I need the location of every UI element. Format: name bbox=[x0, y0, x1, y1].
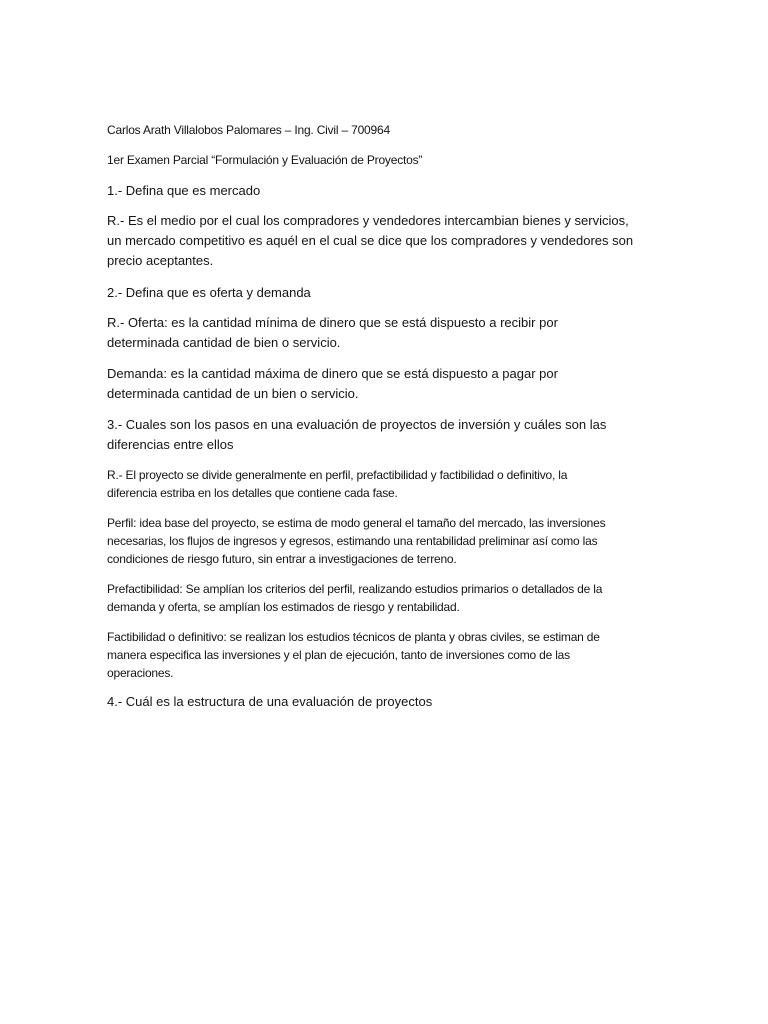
prefactibilidad-line: demanda y oferta, se amplían los estimados de riesgo y rentabilidad. bbox=[107, 600, 460, 614]
answer-2-demanda bbox=[107, 364, 652, 404]
prefactibilidad-paragraph bbox=[107, 580, 652, 616]
answer-1 bbox=[107, 211, 652, 271]
answer-2-oferta bbox=[107, 313, 652, 353]
perfil-paragraph bbox=[107, 514, 652, 568]
document-body bbox=[107, 121, 652, 712]
answer-2-demanda-line: determinada cantidad de un bien o servicio. bbox=[107, 386, 359, 401]
answer-1-line: precio aceptantes. bbox=[107, 253, 214, 268]
perfil-line: Perfil: idea base del proyecto, se estima de modo general el tamaño del mercado, las inversiones bbox=[107, 516, 606, 530]
answer-3 bbox=[107, 466, 652, 502]
perfil-line: necesarias, los flujos de ingresos y egresos, estimando una rentabilidad preliminar así como las bbox=[107, 534, 598, 548]
answer-3-line: diferencia estriba en los detalles que contiene cada fase. bbox=[107, 486, 398, 500]
answer-2-demanda-line: Demanda: es la cantidad máxima de dinero que se está dispuesto a pagar por bbox=[107, 366, 558, 381]
answer-1-line: un mercado competitivo es aquél en el cual se dice que los compradores y vendedores son bbox=[107, 233, 634, 248]
answer-2-oferta-line: determinada cantidad de bien o servicio. bbox=[107, 335, 341, 350]
question-3-line: diferencias entre ellos bbox=[107, 437, 234, 452]
factibilidad-paragraph bbox=[107, 628, 652, 682]
question-3-line: 3.- Cuales son los pasos en una evaluación de proyectos de inversión y cuáles son las bbox=[107, 417, 607, 432]
question-4: 4.- Cuál es la estructura de una evaluación de proyectos bbox=[107, 694, 433, 709]
author-header: Carlos Arath Villalobos Palomares – Ing. Civil – 700964 bbox=[107, 123, 390, 137]
factibilidad-line: Factibilidad o definitivo: se realizan los estudios técnicos de planta y obras civiles, se estiman de bbox=[107, 630, 600, 644]
factibilidad-line: manera especifica las inversiones y el plan de ejecución, tanto de inversiones como de las bbox=[107, 648, 570, 662]
factibilidad-line: operaciones. bbox=[107, 666, 174, 680]
question-3 bbox=[107, 415, 652, 455]
question-1: 1.- Defina que es mercado bbox=[107, 183, 261, 198]
answer-1-line: R.- Es el medio por el cual los compradores y vendedores intercambian bienes y servicios, bbox=[107, 213, 629, 228]
answer-3-line: R.- El proyecto se divide generalmente en perfil, prefactibilidad y factibilidad o definitivo, la bbox=[107, 468, 568, 482]
perfil-line: condiciones de riesgo futuro, sin entrar a investigaciones de terreno. bbox=[107, 552, 457, 566]
prefactibilidad-line: Prefactibilidad: Se amplían los criterios del perfil, realizando estudios primarios o detallados de la bbox=[107, 582, 603, 596]
exam-title: 1er Examen Parcial “Formulación y Evaluación de Proyectos” bbox=[107, 153, 423, 167]
answer-2-oferta-line: R.- Oferta: es la cantidad mínima de dinero que se está dispuesto a recibir por bbox=[107, 315, 558, 330]
question-2: 2.- Defina que es oferta y demanda bbox=[107, 285, 311, 300]
